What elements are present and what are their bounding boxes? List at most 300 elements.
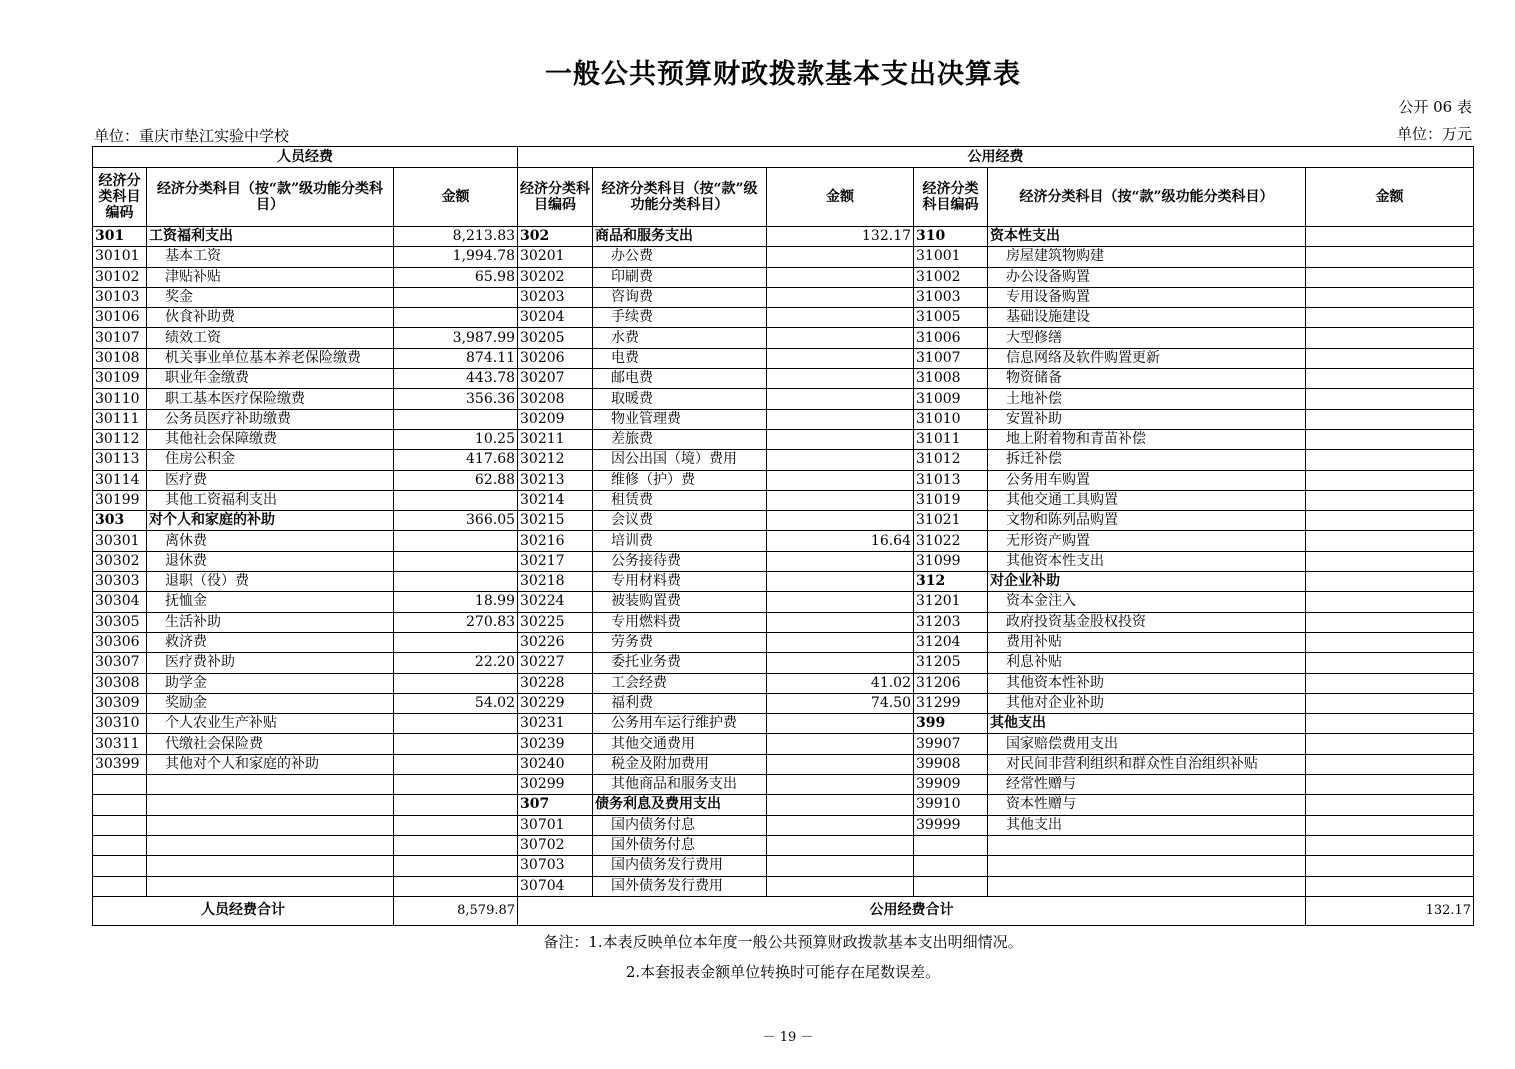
cell-amount xyxy=(1306,815,1474,835)
table-row xyxy=(93,511,1474,531)
cell-amount xyxy=(1306,389,1474,409)
cell-name: 办公费 xyxy=(593,247,767,267)
cell-amount xyxy=(767,267,914,287)
cell-name: 手续费 xyxy=(593,308,767,328)
public-total-amount: 132.17 xyxy=(1306,896,1474,925)
public-section-header: 公用经费 xyxy=(518,147,1474,168)
cell-code xyxy=(93,856,147,876)
cell-amount xyxy=(767,287,914,307)
cell-name: 绩效工资 xyxy=(147,328,394,348)
cell-amount xyxy=(394,876,518,896)
cell-name: 退休费 xyxy=(147,551,394,571)
table-row xyxy=(93,369,1474,389)
cell-amount xyxy=(1306,369,1474,389)
cell-amount xyxy=(394,551,518,571)
cell-amount xyxy=(1306,470,1474,490)
cell-amount xyxy=(394,856,518,876)
cell-name: 医疗费 xyxy=(147,470,394,490)
cell-amount xyxy=(1306,450,1474,470)
cell-code: 30240 xyxy=(518,754,593,774)
cell-amount: 41.02 xyxy=(767,673,914,693)
cell-amount xyxy=(767,348,914,368)
cell-amount xyxy=(1306,429,1474,449)
cell-amount xyxy=(1306,632,1474,652)
cell-name xyxy=(988,835,1306,855)
cell-amount xyxy=(767,490,914,510)
cell-amount: 18.99 xyxy=(394,592,518,612)
table-row xyxy=(93,734,1474,754)
cell-name: 国家赔偿费用支出 xyxy=(988,734,1306,754)
cell-name: 国内债务付息 xyxy=(593,815,767,835)
cell-amount xyxy=(767,734,914,754)
cell-amount xyxy=(1306,795,1474,815)
cell-amount xyxy=(767,369,914,389)
cell-amount xyxy=(767,247,914,267)
cell-amount xyxy=(767,511,914,531)
cell-code: 31021 xyxy=(914,511,988,531)
cell-code: 30205 xyxy=(518,328,593,348)
table-row xyxy=(93,632,1474,652)
cell-amount: 74.50 xyxy=(767,693,914,713)
cell-name: 培训费 xyxy=(593,531,767,551)
cell-code: 30109 xyxy=(93,369,147,389)
cell-code: 307 xyxy=(518,795,593,815)
table-row xyxy=(93,429,1474,449)
cell-name: 国内债务发行费用 xyxy=(593,856,767,876)
cell-code: 30701 xyxy=(518,815,593,835)
cell-name: 职工基本医疗保险缴费 xyxy=(147,389,394,409)
cell-amount xyxy=(767,815,914,835)
cell-name: 大型修缮 xyxy=(988,328,1306,348)
table-row xyxy=(93,287,1474,307)
table-row xyxy=(93,673,1474,693)
table-row xyxy=(93,856,1474,876)
cell-code: 31006 xyxy=(914,328,988,348)
cell-amount: 54.02 xyxy=(394,693,518,713)
cell-code: 30114 xyxy=(93,470,147,490)
cell-name: 医疗费补助 xyxy=(147,653,394,673)
cell-code: 30107 xyxy=(93,328,147,348)
cell-name: 公务用车运行维护费 xyxy=(593,714,767,734)
cell-name: 津贴补贴 xyxy=(147,267,394,287)
cell-name: 伙食补助费 xyxy=(147,308,394,328)
cell-code: 30106 xyxy=(93,308,147,328)
cell-amount xyxy=(1306,775,1474,795)
cell-name: 其他支出 xyxy=(988,714,1306,734)
table-row xyxy=(93,267,1474,287)
cell-name: 劳务费 xyxy=(593,632,767,652)
cell-code: 30704 xyxy=(518,876,593,896)
cell-amount xyxy=(767,795,914,815)
cell-code: 303 xyxy=(93,511,147,531)
cell-code: 31013 xyxy=(914,470,988,490)
cell-amount: 65.98 xyxy=(394,267,518,287)
table-row xyxy=(93,551,1474,571)
page-title: 一般公共预算财政拨款基本支出决算表 xyxy=(545,59,1021,90)
table-row xyxy=(93,348,1474,368)
cell-name: 委托业务费 xyxy=(593,653,767,673)
cell-code: 30299 xyxy=(518,775,593,795)
cell-code: 30304 xyxy=(93,592,147,612)
cell-code: 39907 xyxy=(914,734,988,754)
col-header-amount: 金额 xyxy=(394,168,518,227)
cell-code: 31022 xyxy=(914,531,988,551)
cell-name: 安置补助 xyxy=(988,409,1306,429)
cell-code: 31099 xyxy=(914,551,988,571)
cell-code: 30306 xyxy=(93,632,147,652)
cell-name: 工会经费 xyxy=(593,673,767,693)
cell-amount xyxy=(767,653,914,673)
cell-name: 代缴社会保险费 xyxy=(147,734,394,754)
cell-amount xyxy=(1306,227,1474,247)
cell-name: 商品和服务支出 xyxy=(593,227,767,247)
cell-code: 30215 xyxy=(518,511,593,531)
cell-code: 39910 xyxy=(914,795,988,815)
form-number: 公开 06 表 xyxy=(1398,98,1472,116)
cell-name: 费用补贴 xyxy=(988,632,1306,652)
cell-amount xyxy=(1306,673,1474,693)
cell-name xyxy=(988,876,1306,896)
cell-code: 31201 xyxy=(914,592,988,612)
cell-name: 债务利息及费用支出 xyxy=(593,795,767,815)
cell-code: 30302 xyxy=(93,551,147,571)
cell-code: 30209 xyxy=(518,409,593,429)
table-row xyxy=(93,450,1474,470)
cell-name: 其他资本性支出 xyxy=(988,551,1306,571)
table-row xyxy=(93,612,1474,632)
cell-amount xyxy=(394,775,518,795)
cell-name: 福利费 xyxy=(593,693,767,713)
cell-code: 39909 xyxy=(914,775,988,795)
cell-code: 30218 xyxy=(518,572,593,592)
cell-name: 物资储备 xyxy=(988,369,1306,389)
cell-name: 维修（护）费 xyxy=(593,470,767,490)
cell-amount xyxy=(767,612,914,632)
cell-amount: 356.36 xyxy=(394,389,518,409)
cell-amount xyxy=(767,754,914,774)
cell-code: 30216 xyxy=(518,531,593,551)
cell-code xyxy=(93,795,147,815)
cell-amount xyxy=(767,328,914,348)
table-row xyxy=(93,592,1474,612)
table-row xyxy=(93,653,1474,673)
cell-amount: 10.25 xyxy=(394,429,518,449)
cell-name: 资本性支出 xyxy=(988,227,1306,247)
cell-code: 31019 xyxy=(914,490,988,510)
cell-amount xyxy=(394,531,518,551)
cell-code xyxy=(914,876,988,896)
cell-name: 其他商品和服务支出 xyxy=(593,775,767,795)
cell-amount xyxy=(1306,328,1474,348)
cell-amount: 443.78 xyxy=(394,369,518,389)
cell-name: 对企业补助 xyxy=(988,572,1306,592)
cell-code: 30311 xyxy=(93,734,147,754)
cell-amount xyxy=(394,754,518,774)
cell-code: 30214 xyxy=(518,490,593,510)
cell-name: 其他交通费用 xyxy=(593,734,767,754)
cell-code: 30113 xyxy=(93,450,147,470)
cell-amount xyxy=(1306,409,1474,429)
personnel-total-label: 人员经费合计 xyxy=(93,896,394,925)
cell-code: 31011 xyxy=(914,429,988,449)
cell-code: 30213 xyxy=(518,470,593,490)
cell-name: 水费 xyxy=(593,328,767,348)
cell-amount xyxy=(1306,693,1474,713)
cell-amount: 874.11 xyxy=(394,348,518,368)
cell-amount xyxy=(767,775,914,795)
cell-name: 基本工资 xyxy=(147,247,394,267)
cell-amount xyxy=(767,551,914,571)
cell-code: 30224 xyxy=(518,592,593,612)
cell-code: 30239 xyxy=(518,734,593,754)
table-row xyxy=(93,714,1474,734)
cell-name: 个人农业生产补贴 xyxy=(147,714,394,734)
table-row xyxy=(93,490,1474,510)
cell-amount xyxy=(1306,348,1474,368)
cell-name: 信息网络及软件购置更新 xyxy=(988,348,1306,368)
cell-name: 因公出国（境）费用 xyxy=(593,450,767,470)
cell-name: 其他工资福利支出 xyxy=(147,490,394,510)
cell-name xyxy=(147,876,394,896)
table-row xyxy=(93,572,1474,592)
cell-name: 物业管理费 xyxy=(593,409,767,429)
col-header-amount: 金额 xyxy=(1306,168,1474,227)
cell-code: 30203 xyxy=(518,287,593,307)
cell-amount xyxy=(767,632,914,652)
cell-code: 30201 xyxy=(518,247,593,267)
cell-name: 其他对企业补助 xyxy=(988,693,1306,713)
cell-amount xyxy=(394,409,518,429)
cell-code: 30202 xyxy=(518,267,593,287)
cell-code: 30199 xyxy=(93,490,147,510)
cell-amount xyxy=(1306,714,1474,734)
cell-code: 30217 xyxy=(518,551,593,571)
cell-name: 其他交通工具购置 xyxy=(988,490,1306,510)
cell-name: 咨询费 xyxy=(593,287,767,307)
cell-code: 30206 xyxy=(518,348,593,368)
cell-code: 30309 xyxy=(93,693,147,713)
cell-amount xyxy=(1306,835,1474,855)
col-header-amount: 金额 xyxy=(767,168,914,227)
cell-amount xyxy=(1306,612,1474,632)
cell-name xyxy=(147,795,394,815)
page-number: － 19 － xyxy=(762,1030,814,1045)
cell-amount xyxy=(1306,308,1474,328)
cell-amount xyxy=(1306,511,1474,531)
cell-name: 政府投资基金股权投资 xyxy=(988,612,1306,632)
cell-name: 对民间非营利组织和群众性自治组织补贴 xyxy=(988,754,1306,774)
cell-name: 专用材料费 xyxy=(593,572,767,592)
cell-name: 机关事业单位基本养老保险缴费 xyxy=(147,348,394,368)
cell-name xyxy=(147,815,394,835)
cell-amount: 62.88 xyxy=(394,470,518,490)
cell-code: 30703 xyxy=(518,856,593,876)
table-row xyxy=(93,795,1474,815)
col-header-name: 经济分类科目（按“款”级功能分类科目） xyxy=(593,168,767,227)
table-row xyxy=(93,693,1474,713)
cell-amount xyxy=(1306,490,1474,510)
cell-code: 39999 xyxy=(914,815,988,835)
cell-code: 30207 xyxy=(518,369,593,389)
cell-name: 无形资产购置 xyxy=(988,531,1306,551)
cell-amount xyxy=(394,308,518,328)
cell-name: 工资福利支出 xyxy=(147,227,394,247)
cell-code: 31203 xyxy=(914,612,988,632)
cell-name: 文物和陈列品购置 xyxy=(988,511,1306,531)
cell-name: 奖金 xyxy=(147,287,394,307)
cell-amount xyxy=(394,835,518,855)
cell-name: 公务员医疗补助缴费 xyxy=(147,409,394,429)
cell-code: 31005 xyxy=(914,308,988,328)
personnel-total-amount: 8,579.87 xyxy=(394,896,518,925)
cell-amount: 366.05 xyxy=(394,511,518,531)
cell-amount: 22.20 xyxy=(394,653,518,673)
table-row xyxy=(93,835,1474,855)
cell-amount xyxy=(1306,876,1474,896)
cell-name: 房屋建筑物购建 xyxy=(988,247,1306,267)
cell-amount xyxy=(394,795,518,815)
cell-amount xyxy=(1306,551,1474,571)
cell-code: 39908 xyxy=(914,754,988,774)
cell-code: 30305 xyxy=(93,612,147,632)
cell-code: 31010 xyxy=(914,409,988,429)
cell-name: 国外债务发行费用 xyxy=(593,876,767,896)
col-header-name: 经济分类科目（按“款”级功能分类科目） xyxy=(147,168,394,227)
cell-name xyxy=(147,835,394,855)
cell-name: 地上附着物和青苗补偿 xyxy=(988,429,1306,449)
cell-amount xyxy=(767,572,914,592)
cell-amount xyxy=(767,835,914,855)
cell-code: 30303 xyxy=(93,572,147,592)
cell-code: 31205 xyxy=(914,653,988,673)
col-header-code: 经济分类科目编码 xyxy=(914,168,988,227)
cell-name: 电费 xyxy=(593,348,767,368)
cell-name xyxy=(988,856,1306,876)
currency-unit: 单位：万元 xyxy=(1396,125,1472,143)
note-1: 备注：1.本表反映单位本年度一般公共预算财政拨款基本支出明细情况。 xyxy=(543,933,1023,951)
cell-name: 印刷费 xyxy=(593,267,767,287)
cell-name: 拆迁补偿 xyxy=(988,450,1306,470)
cell-code: 30399 xyxy=(93,754,147,774)
cell-name xyxy=(147,775,394,795)
table-row xyxy=(93,876,1474,896)
cell-code: 31012 xyxy=(914,450,988,470)
cell-amount xyxy=(394,632,518,652)
cell-amount xyxy=(1306,754,1474,774)
cell-name: 基础设施建设 xyxy=(988,308,1306,328)
cell-code: 30211 xyxy=(518,429,593,449)
cell-code xyxy=(914,856,988,876)
cell-name: 其他资本性补助 xyxy=(988,673,1306,693)
cell-name: 救济费 xyxy=(147,632,394,652)
cell-name: 退职（役）费 xyxy=(147,572,394,592)
col-header-code: 经济分类科目编码 xyxy=(93,168,147,227)
cell-code: 31009 xyxy=(914,389,988,409)
cell-name: 土地补偿 xyxy=(988,389,1306,409)
cell-name: 经常性赠与 xyxy=(988,775,1306,795)
cell-name: 助学金 xyxy=(147,673,394,693)
cell-amount xyxy=(1306,653,1474,673)
cell-name xyxy=(147,856,394,876)
cell-code: 399 xyxy=(914,714,988,734)
cell-code: 30108 xyxy=(93,348,147,368)
cell-amount xyxy=(1306,592,1474,612)
cell-code: 30204 xyxy=(518,308,593,328)
cell-code: 31002 xyxy=(914,267,988,287)
table-row xyxy=(93,754,1474,774)
cell-code: 30225 xyxy=(518,612,593,632)
cell-amount xyxy=(1306,531,1474,551)
cell-code: 30112 xyxy=(93,429,147,449)
cell-name: 离休费 xyxy=(147,531,394,551)
cell-code: 30103 xyxy=(93,287,147,307)
cell-amount xyxy=(1306,856,1474,876)
cell-code: 31001 xyxy=(914,247,988,267)
cell-amount: 8,213.83 xyxy=(394,227,518,247)
table-row xyxy=(93,531,1474,551)
table-row xyxy=(93,815,1474,835)
cell-code: 30110 xyxy=(93,389,147,409)
cell-code: 31007 xyxy=(914,348,988,368)
cell-name: 资本性赠与 xyxy=(988,795,1306,815)
cell-code: 30301 xyxy=(93,531,147,551)
cell-code: 30101 xyxy=(93,247,147,267)
table-row xyxy=(93,227,1474,247)
cell-name: 其他对个人和家庭的补助 xyxy=(147,754,394,774)
cell-amount xyxy=(767,409,914,429)
cell-amount xyxy=(767,470,914,490)
cell-code: 31204 xyxy=(914,632,988,652)
cell-name: 公务用车购置 xyxy=(988,470,1306,490)
cell-amount xyxy=(767,856,914,876)
cell-name: 专用设备购置 xyxy=(988,287,1306,307)
cell-name: 会议费 xyxy=(593,511,767,531)
cell-name: 差旅费 xyxy=(593,429,767,449)
cell-code xyxy=(93,876,147,896)
cell-code: 30229 xyxy=(518,693,593,713)
cell-amount: 132.17 xyxy=(767,227,914,247)
cell-amount xyxy=(767,876,914,896)
cell-code: 30231 xyxy=(518,714,593,734)
cell-code: 30227 xyxy=(518,653,593,673)
cell-name: 抚恤金 xyxy=(147,592,394,612)
cell-name: 公务接待费 xyxy=(593,551,767,571)
cell-code xyxy=(93,815,147,835)
cell-amount xyxy=(767,450,914,470)
cell-amount xyxy=(767,308,914,328)
table-row xyxy=(93,308,1474,328)
table-row xyxy=(93,247,1474,267)
cell-code xyxy=(93,835,147,855)
cell-name: 对个人和家庭的补助 xyxy=(147,511,394,531)
cell-amount xyxy=(394,815,518,835)
cell-code: 30212 xyxy=(518,450,593,470)
cell-name: 职业年金缴费 xyxy=(147,369,394,389)
cell-amount xyxy=(767,429,914,449)
cell-code: 30102 xyxy=(93,267,147,287)
cell-amount xyxy=(394,287,518,307)
personnel-section-header: 人员经费 xyxy=(93,147,518,168)
cell-amount xyxy=(1306,287,1474,307)
cell-amount xyxy=(394,734,518,754)
cell-name: 租赁费 xyxy=(593,490,767,510)
cell-name: 专用燃料费 xyxy=(593,612,767,632)
cell-name: 被装购置费 xyxy=(593,592,767,612)
cell-amount: 417.68 xyxy=(394,450,518,470)
cell-amount xyxy=(1306,247,1474,267)
cell-amount xyxy=(394,714,518,734)
cell-name: 邮电费 xyxy=(593,369,767,389)
